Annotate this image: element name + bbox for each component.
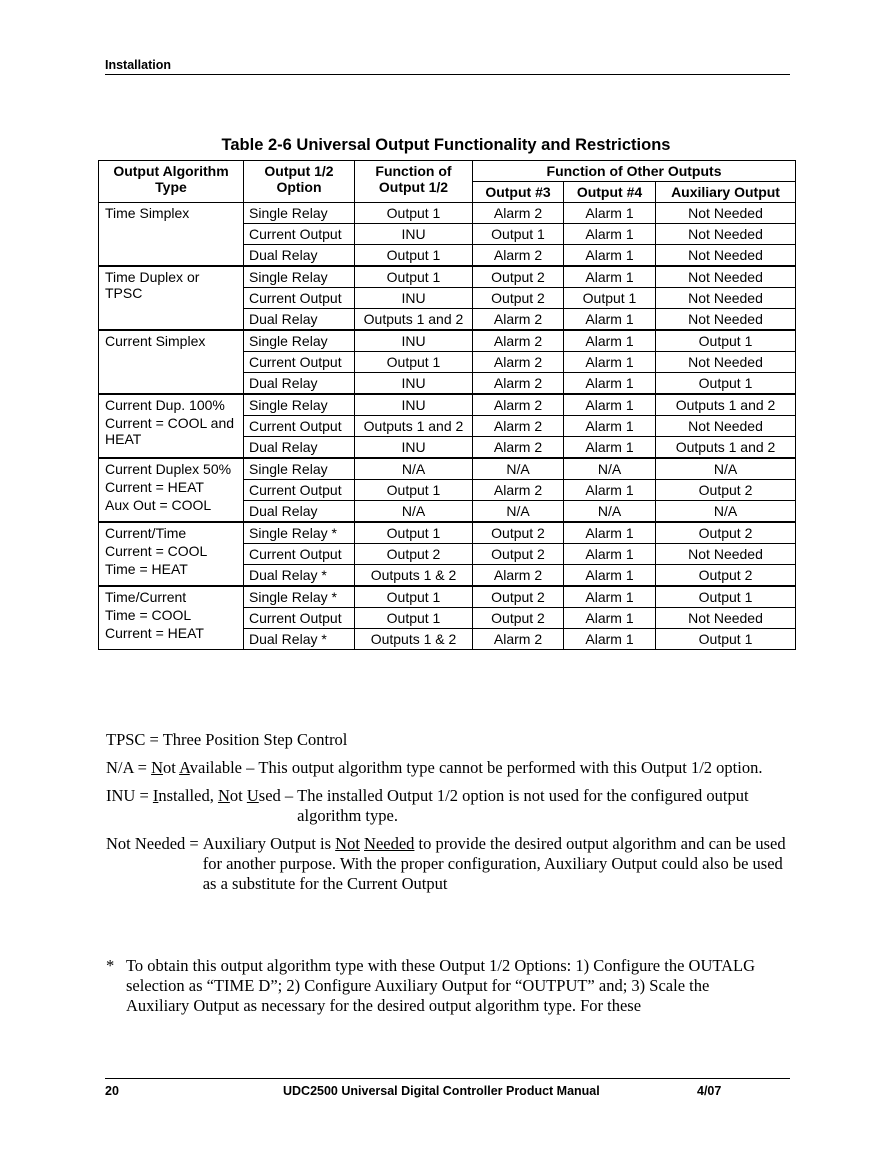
output-4-cell: Alarm 1	[564, 544, 656, 565]
option-cell: Current Output	[244, 224, 355, 245]
algorithm-cell	[99, 522, 244, 586]
algorithm-line: Time = HEAT	[105, 561, 188, 577]
algorithm-line: Current Dup. 100%	[105, 397, 225, 413]
option-cell: Dual Relay	[244, 437, 355, 459]
output-4-cell: Alarm 1	[564, 352, 656, 373]
output-4-cell: Alarm 1	[564, 522, 656, 544]
aux-output-cell: Output 2	[656, 522, 796, 544]
output-3-cell: Output 2	[473, 522, 564, 544]
output-4-cell: Alarm 1	[564, 586, 656, 608]
algorithm-line: Current Duplex 50%	[105, 461, 232, 477]
function-cell: INU	[355, 288, 473, 309]
table-row	[99, 330, 796, 352]
header-auxiliary-output: Auxiliary Output	[656, 182, 796, 203]
output-3-cell: Alarm 2	[473, 480, 564, 501]
table-row	[99, 522, 796, 544]
legend-not-needed	[106, 834, 796, 894]
option-cell: Single Relay	[244, 458, 355, 480]
legend-nn-definition	[203, 834, 796, 894]
algorithm-line: Time Simplex	[105, 205, 190, 221]
function-cell: Output 1	[355, 480, 473, 501]
function-cell: Outputs 1 & 2	[355, 565, 473, 587]
legend-tpsc	[106, 730, 796, 750]
header-other-outputs: Function of Other Outputs	[473, 161, 796, 182]
table-body	[99, 203, 796, 650]
option-cell: Single Relay	[244, 266, 355, 288]
aux-output-cell: Outputs 1 and 2	[656, 394, 796, 416]
inu-u-letter: U	[246, 786, 259, 805]
header-output-4: Output #4	[564, 182, 656, 203]
legend-na-term	[106, 758, 258, 778]
nn-needed-word: Needed	[364, 834, 415, 853]
na-eq: =	[133, 758, 152, 777]
output-4-cell: Alarm 1	[564, 437, 656, 459]
option-cell: Dual Relay *	[244, 629, 355, 650]
output-3-cell: N/A	[473, 458, 564, 480]
algorithm-cell	[99, 458, 244, 522]
output-4-cell: Output 1	[564, 288, 656, 309]
algorithm-line: Current/Time	[105, 525, 187, 541]
output-4-cell: N/A	[564, 501, 656, 523]
function-cell: Output 1	[355, 245, 473, 267]
algorithm-line: Time/Current	[105, 589, 187, 605]
option-cell: Single Relay	[244, 394, 355, 416]
footnote-text: To obtain this output algorithm type with these Output 1/2 Options: 1) Configure the OUTALG selection as “TIME D”; 2) Configure Auxiliary Output for “OUTPUT” and; 3) Scale the Auxiliary Output as necessary for the desired output algorithm type. For these	[126, 956, 756, 1015]
na-a-letter: A	[179, 758, 190, 777]
aux-output-cell: N/A	[656, 458, 796, 480]
page-number: 20	[105, 1084, 119, 1098]
output-4-cell: Alarm 1	[564, 565, 656, 587]
output-3-cell: Alarm 2	[473, 373, 564, 395]
algorithm-line: Current = COOL and HEAT	[105, 415, 235, 447]
algorithm-line: Aux Out = COOL	[105, 497, 212, 513]
algorithm-line: Time Duplex or TPSC	[105, 269, 200, 301]
option-cell: Dual Relay	[244, 373, 355, 395]
inu-n-rest: ot	[229, 786, 247, 805]
inu-u-rest: sed –	[258, 786, 294, 805]
function-cell: INU	[355, 373, 473, 395]
function-cell: Output 1	[355, 608, 473, 629]
table-title: Table 2-6 Universal Output Functionality and Restrictions	[221, 136, 671, 154]
output-4-cell: Alarm 1	[564, 416, 656, 437]
algorithm-cell	[99, 586, 244, 650]
option-cell: Current Output	[244, 544, 355, 565]
table-row	[99, 266, 796, 288]
algorithm-cell	[99, 330, 244, 394]
function-cell: Output 1	[355, 203, 473, 224]
option-cell: Dual Relay	[244, 501, 355, 523]
output-3-cell: Alarm 2	[473, 330, 564, 352]
function-cell: N/A	[355, 458, 473, 480]
table-row	[99, 394, 796, 416]
algorithm-line: Current Simplex	[105, 333, 206, 349]
output-3-cell: Output 2	[473, 288, 564, 309]
aux-output-cell: Not Needed	[656, 608, 796, 629]
na-a-rest: vailable –	[189, 758, 255, 777]
aux-output-cell: Not Needed	[656, 245, 796, 267]
output-4-cell: Alarm 1	[564, 608, 656, 629]
revision-date: 4/07	[697, 1084, 722, 1098]
footer-rule	[105, 1078, 790, 1079]
aux-output-cell: Not Needed	[656, 416, 796, 437]
header-function-output: Function of Output 1/2	[355, 161, 473, 203]
function-cell: INU	[355, 330, 473, 352]
output-4-cell: Alarm 1	[564, 266, 656, 288]
inu-n-letter: N	[217, 786, 230, 805]
nn-def-end: to provide the desired output algorithm and can be used for another purpose. With the proper configuration, Auxiliary Output could also be used as a substitute for the Current Output	[202, 834, 786, 893]
output-4-cell: Alarm 1	[564, 394, 656, 416]
option-cell: Dual Relay	[244, 309, 355, 331]
output-4-cell: Alarm 1	[564, 330, 656, 352]
function-cell: Outputs 1 and 2	[355, 309, 473, 331]
aux-output-cell: Not Needed	[656, 352, 796, 373]
option-cell: Dual Relay	[244, 245, 355, 267]
footnote	[106, 956, 771, 1016]
output-3-cell: Alarm 2	[473, 629, 564, 650]
option-cell: Current Output	[244, 480, 355, 501]
function-cell: Output 2	[355, 544, 473, 565]
output-3-cell: Alarm 2	[473, 416, 564, 437]
option-cell: Single Relay *	[244, 586, 355, 608]
header-rule	[105, 74, 790, 75]
output-3-cell: Alarm 2	[473, 565, 564, 587]
aux-output-cell: Output 2	[656, 480, 796, 501]
header-output-option: Output 1/2 Option	[244, 161, 355, 203]
legend-inu-term	[106, 786, 297, 826]
function-cell: Output 1	[355, 352, 473, 373]
output-4-cell: N/A	[564, 458, 656, 480]
algorithm-line: Time = COOL	[105, 607, 192, 623]
option-cell: Current Output	[244, 288, 355, 309]
option-cell: Single Relay *	[244, 522, 355, 544]
output-4-cell: Alarm 1	[564, 245, 656, 267]
aux-output-cell: Output 1	[656, 373, 796, 395]
legend-tpsc-text: TPSC = Three Position Step Control	[106, 730, 348, 749]
function-cell: Output 1	[355, 266, 473, 288]
aux-output-cell: Not Needed	[656, 224, 796, 245]
algorithm-cell	[99, 394, 244, 458]
output-3-cell: Alarm 2	[473, 352, 564, 373]
na-n-letter: N	[151, 758, 163, 777]
manual-title: UDC2500 Universal Digital Controller Product Manual	[283, 1084, 600, 1098]
running-header: Installation	[105, 58, 171, 72]
function-cell: N/A	[355, 501, 473, 523]
function-cell: INU	[355, 394, 473, 416]
legend-na	[106, 758, 796, 778]
function-cell: INU	[355, 437, 473, 459]
option-cell: Single Relay	[244, 330, 355, 352]
aux-output-cell: Output 1	[656, 330, 796, 352]
output-4-cell: Alarm 1	[564, 373, 656, 395]
algorithm-line: Current = HEAT	[105, 625, 204, 641]
output-4-cell: Alarm 1	[564, 480, 656, 501]
inu-i-rest: nstalled,	[158, 786, 218, 805]
output-3-cell: Alarm 2	[473, 203, 564, 224]
aux-output-cell: N/A	[656, 501, 796, 523]
output-3-cell: Output 2	[473, 586, 564, 608]
legend-nn-term: Not Needed =	[106, 834, 199, 853]
output-3-cell: Alarm 2	[473, 245, 564, 267]
output-3-cell: Output 1	[473, 224, 564, 245]
aux-output-cell: Output 1	[656, 586, 796, 608]
algorithm-cell	[99, 266, 244, 330]
header-output-algorithm: Output Algorithm Type	[99, 161, 244, 203]
option-cell: Current Output	[244, 352, 355, 373]
output-3-cell: Output 2	[473, 266, 564, 288]
table-row	[99, 458, 796, 480]
nn-def-start: Auxiliary Output is	[202, 834, 336, 853]
function-cell: Outputs 1 & 2	[355, 629, 473, 650]
output-4-cell: Alarm 1	[564, 629, 656, 650]
header-output-3: Output #3	[473, 182, 564, 203]
option-cell: Single Relay	[244, 203, 355, 224]
aux-output-cell: Not Needed	[656, 266, 796, 288]
output-functionality-table	[98, 160, 796, 650]
output-3-cell: Output 2	[473, 608, 564, 629]
option-cell: Current Output	[244, 608, 355, 629]
algorithm-cell	[99, 203, 244, 267]
output-3-cell: Output 2	[473, 544, 564, 565]
algorithm-line: Current = HEAT	[105, 479, 204, 495]
na-n-rest: ot	[163, 758, 180, 777]
output-3-cell: Alarm 2	[473, 309, 564, 331]
output-4-cell: Alarm 1	[564, 309, 656, 331]
output-3-cell: Alarm 2	[473, 394, 564, 416]
legend	[106, 730, 796, 902]
aux-output-cell: Not Needed	[656, 288, 796, 309]
aux-output-cell: Not Needed	[656, 544, 796, 565]
footnote-mark: *	[106, 956, 115, 975]
legend-inu	[106, 786, 796, 826]
table-row	[99, 203, 796, 224]
function-cell: Output 1	[355, 522, 473, 544]
inu-eq: =	[135, 786, 153, 805]
output-3-cell: N/A	[473, 501, 564, 523]
option-cell: Current Output	[244, 416, 355, 437]
aux-output-cell: Output 1	[656, 629, 796, 650]
table-row	[99, 586, 796, 608]
function-cell: INU	[355, 224, 473, 245]
algorithm-line: Current = COOL	[105, 543, 208, 559]
output-3-cell: Alarm 2	[473, 437, 564, 459]
function-cell: Outputs 1 and 2	[355, 416, 473, 437]
function-cell: Output 1	[355, 586, 473, 608]
na-abbr: N/A	[106, 758, 134, 777]
option-cell: Dual Relay *	[244, 565, 355, 587]
inu-abbr: INU	[106, 786, 136, 805]
nn-not-word: Not	[335, 834, 360, 853]
aux-output-cell: Not Needed	[656, 203, 796, 224]
inu-i-letter: I	[152, 786, 159, 805]
aux-output-cell: Output 2	[656, 565, 796, 587]
aux-output-cell: Outputs 1 and 2	[656, 437, 796, 459]
aux-output-cell: Not Needed	[656, 309, 796, 331]
output-4-cell: Alarm 1	[564, 224, 656, 245]
legend-na-definition: This output algorithm type cannot be performed with this Output 1/2 option.	[258, 758, 763, 777]
output-4-cell: Alarm 1	[564, 203, 656, 224]
legend-inu-definition: The installed Output 1/2 option is not used for the configured output algorithm type.	[297, 786, 749, 825]
